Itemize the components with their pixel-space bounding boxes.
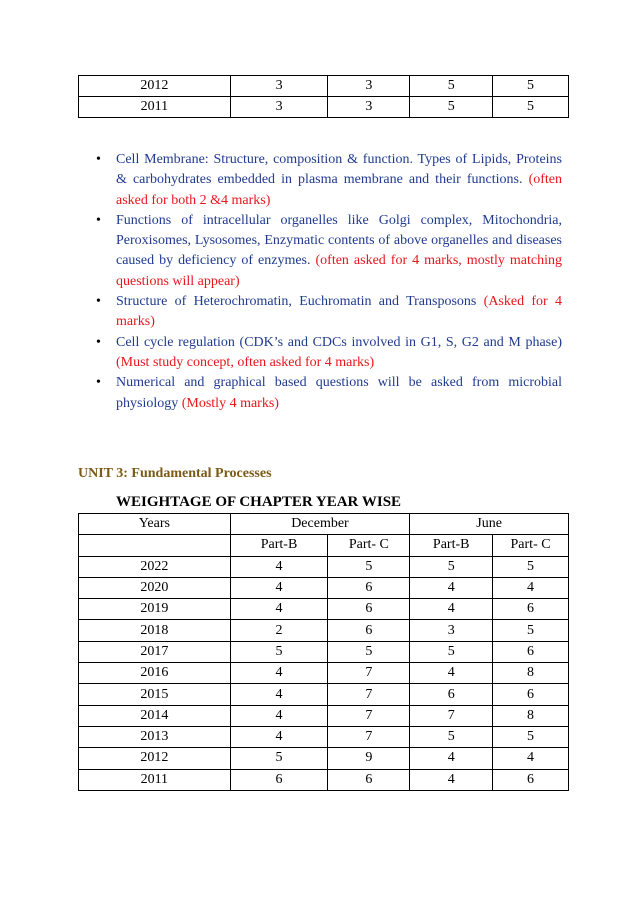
table-cell: [79, 535, 231, 556]
column-header-part: Part-B: [230, 535, 328, 556]
bullet-icon: •: [96, 334, 101, 350]
table-cell: 7: [328, 705, 410, 726]
table-cell: 4: [230, 705, 328, 726]
table-cell: 2: [230, 620, 328, 641]
bullet-icon: •: [96, 152, 101, 167]
bullet-text: Functions of intracellular organelles like Golgi complex, Mitochondria, Peroxisomes, Lysosomes, Enzymatic contents of above organelles and diseases caused by deficiency of enzymes.: [116, 212, 562, 269]
table-cell: 5: [410, 76, 493, 97]
table-row: [79, 663, 569, 684]
column-header-part: Part-B: [410, 535, 493, 556]
table-row: [79, 726, 569, 747]
table-cell: 7: [328, 684, 410, 705]
table-cell: 4: [230, 726, 328, 747]
bullet-text: Cell cycle regulation (CDK’s and CDCs involved in G1, S, G2 and M phase): [116, 334, 562, 350]
table-cell: 5: [410, 556, 493, 577]
table-cell: 4: [230, 577, 328, 598]
table-cell: 5: [410, 726, 493, 747]
topic-bullet-list: [92, 150, 562, 414]
table-cell: 4: [230, 684, 328, 705]
table-row: [79, 748, 569, 769]
table-cell: 4: [493, 577, 569, 598]
table-cell: 5: [410, 641, 493, 662]
table-cell: 2018: [79, 620, 231, 641]
table-row: [79, 641, 569, 662]
table-cell: 5: [493, 76, 569, 97]
table-cell: 2011: [79, 97, 231, 118]
table-cell: 3: [328, 76, 410, 97]
table-cell: 7: [410, 705, 493, 726]
table-row: [79, 620, 569, 641]
table-cell: 7: [328, 663, 410, 684]
column-header-part: Part- C: [328, 535, 410, 556]
table-cell: 2011: [79, 769, 231, 790]
table-cell: 8: [493, 705, 569, 726]
bullet-icon: •: [96, 294, 101, 310]
bullet-item: [92, 150, 562, 211]
table-row: [79, 97, 569, 118]
table-cell: 6: [493, 769, 569, 790]
table-row: [79, 577, 569, 598]
column-header-june: June: [410, 514, 569, 535]
table-cell: 4: [493, 748, 569, 769]
table-cell: 6: [493, 684, 569, 705]
table-cell: 4: [410, 663, 493, 684]
table-cell: 2019: [79, 599, 231, 620]
table-cell: 2012: [79, 76, 231, 97]
bullet-text: Structure of Heterochromatin, Euchromatin and Transposons: [116, 294, 477, 310]
bullet-icon: •: [96, 375, 101, 391]
table-cell: 2013: [79, 726, 231, 747]
table-cell: 3: [230, 97, 328, 118]
table-cell: 6: [493, 599, 569, 620]
table-row: [79, 76, 569, 97]
bullet-note: (Must study concept, often asked for 4 marks): [116, 354, 375, 370]
table-cell: 2017: [79, 641, 231, 662]
column-header-part: Part- C: [493, 535, 569, 556]
weightage-heading: WEIGHTAGE OF CHAPTER YEAR WISE: [116, 494, 402, 510]
table-cell: 4: [410, 599, 493, 620]
table-cell: 3: [230, 76, 328, 97]
table-cell: 5: [493, 556, 569, 577]
table-subheader-row: [79, 535, 569, 556]
bullet-item: [92, 292, 562, 333]
table-cell: 6: [328, 769, 410, 790]
unit-heading: UNIT 3: Fundamental Processes: [78, 466, 272, 481]
table-cell: 4: [410, 769, 493, 790]
bullet-note: (Asked for 4 marks): [116, 294, 563, 330]
bullet-item: [92, 373, 562, 414]
table-cell: 5: [230, 748, 328, 769]
table-cell: 5: [230, 641, 328, 662]
table-cell: 6: [230, 769, 328, 790]
table-cell: 6: [328, 577, 410, 598]
table-cell: 5: [493, 726, 569, 747]
table-row: [79, 556, 569, 577]
table-cell: 4: [230, 663, 328, 684]
column-header-years: Years: [79, 514, 231, 535]
table-cell: 5: [410, 97, 493, 118]
table-cell: 2020: [79, 577, 231, 598]
table-cell: 2015: [79, 684, 231, 705]
previous-weightage-table: [78, 75, 569, 118]
table-cell: 6: [328, 620, 410, 641]
table-cell: 8: [493, 663, 569, 684]
table-cell: 4: [230, 556, 328, 577]
table-cell: 4: [230, 599, 328, 620]
table-cell: 4: [410, 577, 493, 598]
table-cell: 5: [328, 641, 410, 662]
table-cell: 4: [410, 748, 493, 769]
table-cell: 5: [493, 97, 569, 118]
bullet-note: (often asked for both 2 &4 marks): [116, 172, 562, 208]
table-row: [79, 684, 569, 705]
table-row: [79, 769, 569, 790]
bullet-note: (Mostly 4 marks): [181, 395, 279, 411]
column-header-december: December: [230, 514, 410, 535]
bullet-item: [92, 333, 562, 374]
table-cell: 3: [328, 97, 410, 118]
table-row: [79, 599, 569, 620]
bullet-icon: •: [96, 212, 101, 228]
table-cell: 6: [328, 599, 410, 620]
table-cell: 5: [328, 556, 410, 577]
table-cell: 2022: [79, 556, 231, 577]
table-cell: 2014: [79, 705, 231, 726]
table-cell: 2012: [79, 748, 231, 769]
table-header-row: [79, 514, 569, 535]
table-cell: 7: [328, 726, 410, 747]
table-row: [79, 705, 569, 726]
bullet-text: Cell Membrane: Structure, composition & function. Types of Lipids, Proteins & carbohydrates embedded in plasma membrane and their functions.: [116, 152, 562, 188]
weightage-table: [78, 513, 569, 791]
table-cell: 6: [493, 641, 569, 662]
table-cell: 3: [410, 620, 493, 641]
table-cell: 9: [328, 748, 410, 769]
bullet-item: [92, 211, 562, 292]
table-cell: 6: [410, 684, 493, 705]
bullet-note: (often asked for 4 marks, mostly matching questions will appear): [116, 253, 563, 289]
bullet-text: Numerical and graphical based questions will be asked from microbial physiology: [116, 375, 562, 411]
table-cell: 5: [493, 620, 569, 641]
table-cell: 2016: [79, 663, 231, 684]
